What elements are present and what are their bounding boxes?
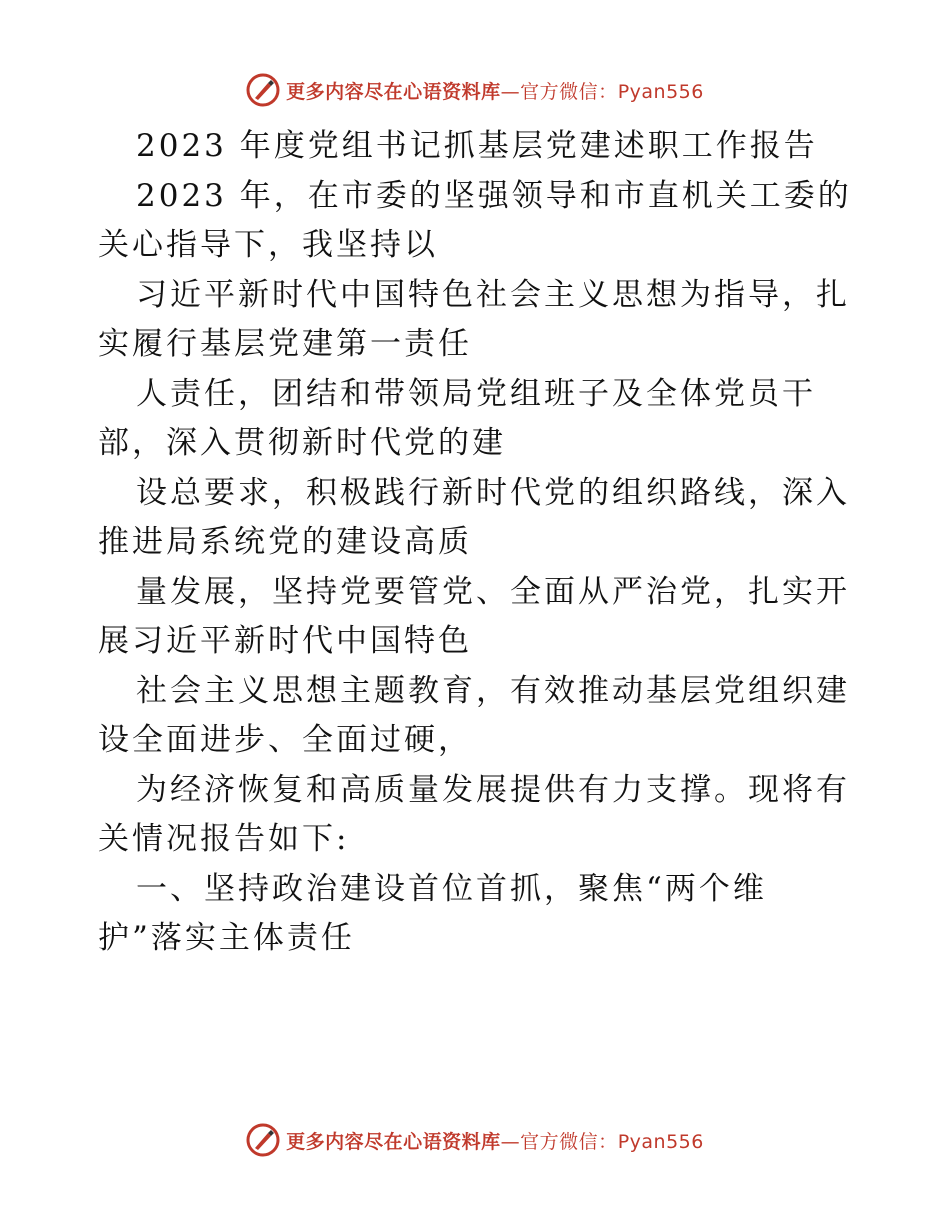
watermark-main: 更多内容尽在心语资料库 [286, 80, 501, 103]
document-body [98, 122, 858, 964]
paragraph-line: 习近平新时代中国特色社会主义思想为指导，扎 [136, 276, 850, 313]
paragraph-line: 2023 年，在市委的坚强领导和市直机关工委的 [136, 177, 852, 214]
watermark-sub: —官方微信： [500, 80, 618, 103]
document-title: 2023 年度党组书记抓基层党建述职工作报告 [136, 128, 818, 164]
paragraph-line: 实履行基层党建第一责任 [98, 326, 472, 362]
paragraph-line: 设全面进步、全面过硬， [98, 722, 472, 758]
paragraph-line: 社会主义思想主题教育，有效推动基层党组织建 [136, 672, 850, 709]
watermark-text [286, 77, 704, 104]
paragraph-line: 部，深入贯彻新时代党的建 [98, 425, 506, 461]
watermark-sub: —官方微信： [500, 1130, 618, 1153]
pen-logo-icon [246, 1123, 280, 1157]
watermark-wechat-id: Pyan556 [617, 80, 704, 103]
watermark-main: 更多内容尽在心语资料库 [286, 1130, 501, 1153]
header-watermark [0, 70, 950, 110]
paragraph-line: 设总要求，积极践行新时代党的组织路线，深入 [136, 474, 850, 511]
paragraph-line: 为经济恢复和高质量发展提供有力支撑。现将有 [136, 771, 850, 808]
footer-watermark [0, 1120, 950, 1160]
paragraph-line: 展习近平新时代中国特色 [98, 623, 472, 659]
paragraph-line: 量发展，坚持党要管党、全面从严治党，扎实开 [136, 573, 850, 610]
section-heading: 一、坚持政治建设首位首抓，聚焦“两个维 [136, 870, 767, 907]
section-heading: 护”落实主体责任 [98, 920, 355, 956]
pen-logo-icon [246, 73, 280, 107]
paragraph-line: 人责任，团结和带领局党组班子及全体党员干 [136, 375, 816, 412]
paragraph-line: 关情况报告如下: [98, 821, 350, 857]
watermark-text [286, 1127, 704, 1154]
paragraph-line: 推进局系统党的建设高质 [98, 524, 472, 560]
paragraph-line: 关心指导下，我坚持以 [98, 227, 438, 263]
watermark-wechat-id: Pyan556 [617, 1130, 704, 1153]
